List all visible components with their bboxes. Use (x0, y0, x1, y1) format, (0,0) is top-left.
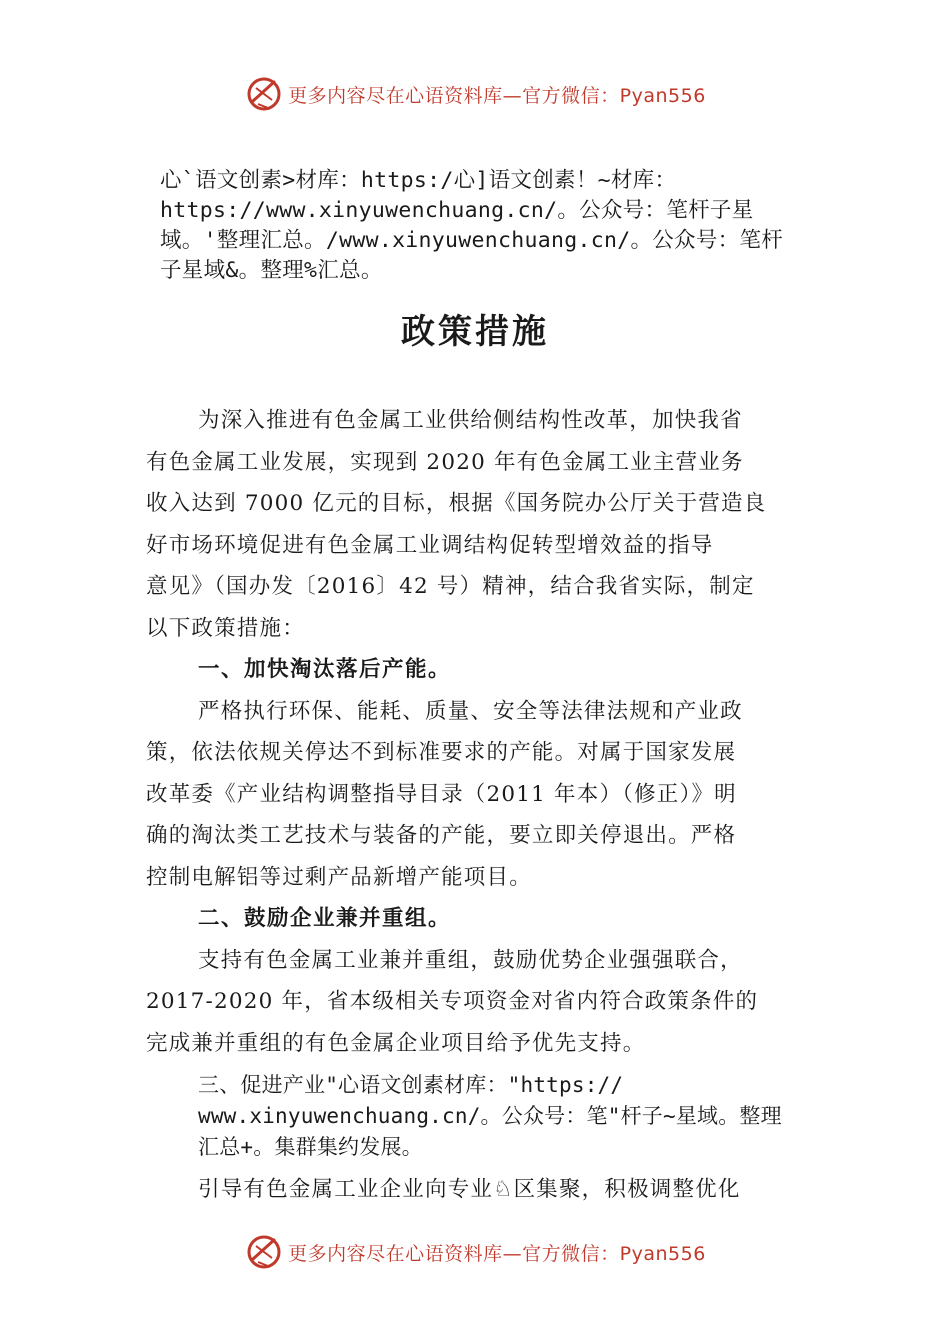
paragraph-line: 改革委《产业结构调整指导目录（2011 年本）（修正）》明 (146, 781, 737, 807)
paragraph-line: 为深入推进有色金属工业供给侧结构性改革，加快我省 (198, 408, 743, 433)
banner-text: 更多内容尽在心语资料库—官方微信：Pyan556 (288, 1242, 706, 1265)
paragraph-line: 确的淘汰类工艺技术与装备的产能，要立即关停退出。严格 (146, 823, 737, 848)
scroll-quill-logo-icon (244, 74, 284, 114)
paragraph-line: 完成兼并重组的有色金属企业项目给予优先支持。 (146, 1030, 646, 1056)
paragraph-line: 策，依法依规关停达不到标准要求的产能。对属于国家发展 (146, 740, 737, 765)
section-heading-3-noise: www.xinyuwenchuang.cn/。公众号：笔"杆子~星域。整理 (198, 1104, 782, 1128)
noise-line: 子星域&。整理%汇总。 (160, 258, 383, 283)
document-title: 政策措施 (401, 312, 549, 352)
paragraph-line: 严格执行环保、能耗、质量、安全等法律法规和产业政 (198, 698, 743, 724)
noise-line: 域。'整理汇总。/www.xinyuwenchuang.cn/。公众号：笔杆 (160, 228, 784, 253)
section-heading-1: 一、加快淘汰落后产能。 (198, 657, 452, 682)
paragraph-line: 2017-2020 年，省本级相关专项资金对省内符合政策条件的 (146, 989, 759, 1014)
noise-line: 心`语文创素>材库：https:/心]语文创素！~材库： (160, 168, 677, 193)
paragraph-line: 引导有色金属工业企业向专业♘区集聚，积极调整优化 (198, 1177, 741, 1202)
paragraph-line: 以下政策措施： (146, 615, 305, 641)
section-heading-2: 二、鼓励企业兼并重组。 (198, 906, 452, 931)
document-body (146, 400, 816, 1211)
section-heading-3-noise: 汇总+。集群集约发展。 (198, 1135, 423, 1159)
paragraph-line: 有色金属工业发展，实现到 2020 年有色金属工业主营业务 (146, 449, 744, 475)
watermark-noise-block (160, 166, 840, 286)
paragraph-line: 意见》（国办发〔2016〕42 号）精神，结合我省实际，制定 (146, 574, 755, 599)
banner-text: 更多内容尽在心语资料库—官方微信：Pyan556 (288, 84, 706, 107)
paragraph-line: 控制电解铝等过剩产品新增产能项目。 (146, 864, 532, 890)
scroll-quill-logo-icon (244, 1232, 284, 1272)
wechat-id: Pyan556 (619, 84, 706, 107)
paragraph-line: 支持有色金属工业兼并重组，鼓励优势企业强强联合， (198, 947, 743, 973)
section-heading-3-noise: 三、促进产业"心语文创素材库："https:// (198, 1073, 624, 1097)
header-banner (0, 72, 950, 116)
noise-line: https://www.xinyuwenchuang.cn/。公众号：笔杆子星 (160, 198, 754, 223)
paragraph-line: 收入达到 7000 亿元的目标，根据《国务院办公厅关于营造良 (146, 491, 767, 516)
wechat-id: Pyan556 (619, 1242, 706, 1265)
footer-banner (0, 1230, 950, 1274)
paragraph-line: 好市场环境促进有色金属工业调结构促转型增效益的指导 (146, 532, 714, 558)
